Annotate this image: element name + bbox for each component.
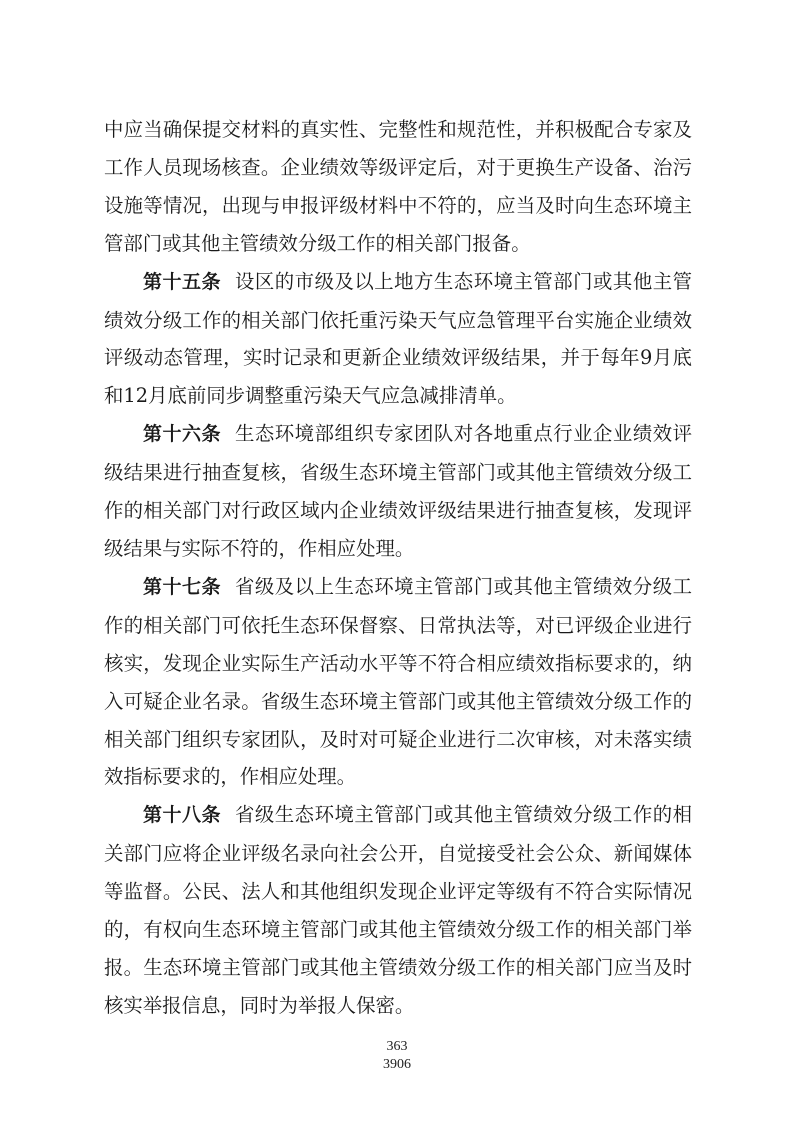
article-number: 第十八条 (143, 804, 222, 827)
article-15 (104, 263, 692, 416)
article-text: 生态环境部组织专家团队对各地重点行业企业绩效评级结果进行抽查复核，省级生态环境主管部门或其他主管绩效分级工作的相关部门对行政区域内企业绩效评级结果进行抽查复核，发现评级结果与实际不符的，作相应处理。 (104, 422, 692, 560)
continuation-paragraph: 中应当确保提交材料的真实性、完整性和规范性，并积极配合专家及工作人员现场核查。企业绩效等级评定后，对于更换生产设备、治污设施等情况，出现与申报评级材料中不符的，应当及时向生态环境主管部门或其他主管绩效分级工作的相关部门报备。 (104, 118, 692, 255)
article-text: 设区的市级及以上地方生态环境主管部门或其他主管绩效分级工作的相关部门依托重污染天气应急管理平台实施企业绩效评级动态管理，实时记录和更新企业绩效评级结果，并于每年9月底和12月底前同步调整重污染天气应急减排清单。 (104, 269, 692, 408)
article-number: 第十七条 (143, 575, 222, 598)
total-page-number: 3906 (383, 1057, 411, 1072)
article-16 (104, 415, 692, 568)
article-number: 第十五条 (143, 270, 222, 293)
document-body (104, 111, 692, 1025)
article-17 (104, 568, 692, 796)
page-number: 363 (386, 1039, 408, 1054)
article-18 (104, 796, 692, 1024)
article-text: 省级及以上生态环境主管部门或其他主管绩效分级工作的相关部门可依托生态环保督察、日常执法等，对已评级企业进行核实，发现企业实际生产活动水平等不符合相应绩效指标要求的，纳入可疑企业名录。省级生态环境主管部门或其他主管绩效分级工作的相关部门组织专家团队，及时对可疑企业进行二次审核，对未落实绩效指标要求的，作相应处理。 (104, 574, 692, 789)
article-number: 第十六条 (143, 423, 222, 446)
article-text: 省级生态环境主管部门或其他主管绩效分级工作的相关部门应将企业评级名录向社会公开，自觉接受社会公众、新闻媒体等监督。公民、法人和其他组织发现企业评定等级有不符合实际情况的，有权向生态环境主管部门或其他主管绩效分级工作的相关部门举报。生态环境主管部门或其他主管绩效分级工作的相关部门应当及时核实举报信息，同时为举报人保密。 (104, 803, 692, 1017)
